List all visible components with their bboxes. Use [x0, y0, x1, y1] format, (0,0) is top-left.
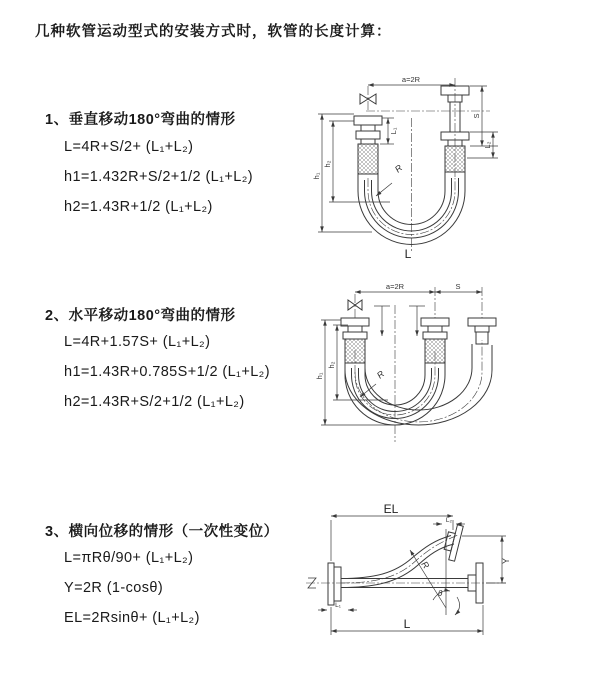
dim-label-r: R — [392, 162, 405, 175]
dim-label-l1: L₁ — [389, 127, 398, 135]
formula-s2-l: L=4R+1.57S+ (L₁+L₂) — [64, 334, 211, 350]
formula-s1-l: L=4R+S/2+ (L₁+L₂) — [64, 139, 194, 155]
formula-s3-el: EL=2Rsinθ+ (L₁+L₂) — [64, 610, 200, 626]
dim-label-r: R — [419, 559, 432, 571]
dim-label-theta: θ — [438, 589, 443, 598]
formula-s2-h2: h2=1.43R+S/2+1/2 (L₁+L₂) — [64, 394, 245, 410]
dim-label-h2: h₂ — [323, 160, 332, 168]
dimension-lines — [318, 85, 498, 232]
dimension-lines — [318, 516, 506, 635]
formula-s1-h2: h2=1.43R+1/2 (L₁+L₂) — [64, 199, 213, 215]
dim-label-h1: h₁ — [315, 372, 324, 380]
drawing-1 — [318, 78, 498, 252]
dim-label-l: L — [404, 247, 412, 261]
dim-label-a2r: a=2R — [385, 282, 405, 291]
pipe-flange-2 — [421, 318, 449, 363]
hose-u-bend-position-2 — [345, 344, 492, 425]
left-pipe-flange — [354, 116, 382, 174]
dim-label-s: S — [472, 113, 481, 119]
dim-label-a2r: a=2R — [401, 75, 421, 84]
dim-label-h1: h₁ — [312, 172, 321, 180]
section-3-formulas — [64, 550, 200, 626]
tilted-top-flange — [442, 523, 463, 561]
dim-label-h2: h₂ — [327, 361, 336, 369]
dimension-labels-3 — [335, 503, 511, 631]
diagram-lateral-displacement — [300, 503, 600, 651]
section-1-formulas — [64, 139, 253, 215]
dim-label-s: S — [455, 282, 461, 291]
page-title: 几种软管运动型式的安装方式时，软管的长度计算： — [35, 24, 392, 40]
dim-label-l2: L₂ — [483, 141, 492, 149]
hose-s-curve — [341, 536, 454, 588]
drawing-2 — [321, 287, 496, 442]
left-flange — [328, 563, 341, 605]
section-1-heading: 1、垂直移动180°弯曲的情形 — [45, 112, 236, 128]
dim-label-el: EL — [383, 503, 399, 516]
centerlines — [366, 78, 490, 252]
formula-s2-h1: h1=1.43R+0.785S+1/2 (L₁+L₂) — [64, 364, 270, 380]
dim-label-r: R — [374, 368, 387, 381]
section-2-formulas — [64, 334, 270, 410]
diagram-horizontal-180-bend — [310, 280, 600, 456]
diagram-vertical-180-bend — [310, 66, 600, 262]
dim-label-l2: L₂ — [445, 517, 453, 524]
formula-s1-h1: h1=1.432R+S/2+1/2 (L₁+L₂) — [64, 169, 254, 185]
dim-label-l1: L₁ — [335, 602, 341, 609]
right-flange — [468, 563, 483, 603]
section-3-heading: 3、横向位移的情形（一次性变位） — [45, 524, 279, 540]
section-2-heading: 2、水平移动180°弯曲的情形 — [45, 308, 236, 324]
dim-label-y: Y — [501, 557, 511, 565]
dim-label-l: L — [403, 617, 411, 631]
formula-s3-l: L=πRθ/90+ (L₁+L₂) — [64, 550, 194, 566]
formula-s3-y: Y=2R (1-cosθ) — [64, 580, 164, 596]
